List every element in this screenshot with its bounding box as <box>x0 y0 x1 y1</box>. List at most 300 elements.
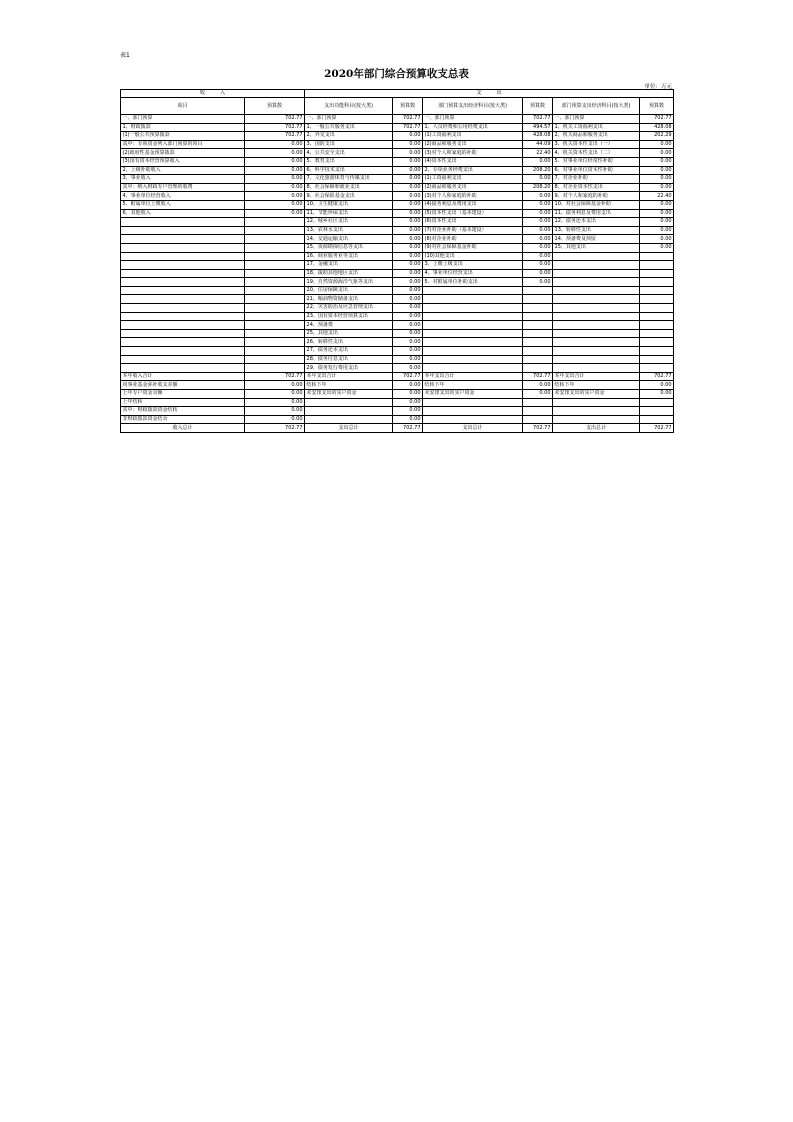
function-budget-cell: 702.77 <box>393 115 423 124</box>
economic-subject-cell: (1)工资福利支出 <box>423 132 523 141</box>
page-title: 2020年部门综合预算收支总表 <box>324 68 469 80</box>
income-budget-cell: 0.00 <box>245 209 305 218</box>
economic-budget-cell <box>640 304 674 313</box>
economic-budget-cell: 22.40 <box>640 192 674 201</box>
income-budget-cell: 0.00 <box>245 140 305 149</box>
economic-budget-cell <box>523 321 553 330</box>
income-item-cell <box>121 304 245 313</box>
function-subject-cell: 4、公共安全支出 <box>305 149 393 158</box>
economic-budget-cell: 0.00 <box>523 252 553 261</box>
function-subject-cell: 24、预备费 <box>305 321 393 330</box>
economic-budget-cell <box>523 338 553 347</box>
expenditure-total-value: 702.77 <box>393 424 423 433</box>
economic-budget-cell: 0.00 <box>640 157 674 166</box>
function-budget-cell: 0.00 <box>393 132 423 141</box>
economic-budget-cell: 0.00 <box>640 243 674 252</box>
function-budget-cell: 0.00 <box>393 175 423 184</box>
income-item-cell <box>121 338 245 347</box>
income-item-cell: 3、事业收入 <box>121 175 245 184</box>
function-subject-cell: 18、援助其他地区支出 <box>305 269 393 278</box>
economic-subject-cell: 2、机关商品和服务支出 <box>553 132 640 141</box>
economic-budget-cell: 0.00 <box>523 390 553 399</box>
function-budget-cell: 0.00 <box>393 329 423 338</box>
table-row <box>121 286 674 295</box>
table-row <box>121 226 674 235</box>
economic-subject-cell <box>423 329 523 338</box>
economic-subject-cell: 结转下年 <box>423 381 523 390</box>
income-budget-cell <box>245 252 305 261</box>
income-budget-cell <box>245 329 305 338</box>
economic-subject-cell <box>423 304 523 313</box>
function-subject-cell: 9、社会保险基金支出 <box>305 192 393 201</box>
function-subject-cell: 27、债务还本支出 <box>305 347 393 356</box>
income-item-cell: 2、上级补助收入 <box>121 166 245 175</box>
economic-subject-cell: 5、对附属单位补助支出 <box>423 278 523 287</box>
economic-budget-cell: 0.00 <box>640 175 674 184</box>
economic-subject-cell: (1)工资福利支出 <box>423 175 523 184</box>
income-item-cell <box>121 278 245 287</box>
economic-budget-cell: 0.00 <box>640 381 674 390</box>
income-item-cell <box>121 252 245 261</box>
economic-subject-cell: 9、对个人和家庭的补助 <box>553 192 640 201</box>
function-subject-cell: 25、其他支出 <box>305 329 393 338</box>
function-budget-cell: 0.00 <box>393 209 423 218</box>
function-budget-cell: 0.00 <box>393 278 423 287</box>
table-row <box>121 415 674 424</box>
function-budget-cell: 0.00 <box>393 140 423 149</box>
economic-budget-cell <box>523 355 553 364</box>
economic-budget-cell <box>640 329 674 338</box>
function-budget-cell: 0.00 <box>393 286 423 295</box>
income-budget-cell <box>245 278 305 287</box>
economic-subject-cell: (9)对社会保障基金补助 <box>423 243 523 252</box>
col-header-budget: 预算数 <box>640 98 674 115</box>
income-header: 收 入 <box>121 90 305 98</box>
function-subject-cell: 23、国有资本经营预算支出 <box>305 312 393 321</box>
table-row <box>121 295 674 304</box>
economic-budget-cell <box>523 415 553 424</box>
economic-subject-cell: (7)对企业补助（基本建设） <box>423 226 523 235</box>
economic-subject-cell: 15、其他支出 <box>553 243 640 252</box>
economic-budget-cell: 0.00 <box>640 149 674 158</box>
income-item-cell <box>121 226 245 235</box>
income-item-cell: 4、事业单位经营收入 <box>121 192 245 201</box>
economic-subject-cell: 3、上缴上级支出 <box>423 261 523 270</box>
economic-subject-cell: 一、部门预算 <box>423 115 523 124</box>
economic-budget-cell: 0.00 <box>640 183 674 192</box>
function-subject-cell: 12、城乡社区支出 <box>305 218 393 227</box>
table-row <box>121 218 674 227</box>
economic-subject-cell: (6)资本性支出 <box>423 218 523 227</box>
economic-budget-cell <box>640 347 674 356</box>
economic-subject-cell: 6、对事业单位资本性补助 <box>553 166 640 175</box>
economic-budget-cell <box>523 312 553 321</box>
function-subject-cell: 一、部门预算 <box>305 115 393 124</box>
economic-budget-cell <box>640 407 674 416</box>
economic-subject-cell: (4)资本性支出 <box>423 157 523 166</box>
function-subject-cell: 8、社会保障和就业支出 <box>305 183 393 192</box>
economic-budget-cell <box>523 286 553 295</box>
economic-budget-cell <box>640 398 674 407</box>
function-budget-cell: 0.00 <box>393 218 423 227</box>
income-budget-cell <box>245 235 305 244</box>
income-budget-cell: 702.77 <box>245 132 305 141</box>
function-budget-cell: 0.00 <box>393 200 423 209</box>
economic-subject-cell <box>423 286 523 295</box>
economic-budget-cell: 22.40 <box>523 149 553 158</box>
function-budget-cell: 0.00 <box>393 149 423 158</box>
income-budget-cell <box>245 321 305 330</box>
function-subject-cell: 13、农林水支出 <box>305 226 393 235</box>
function-budget-cell: 0.00 <box>393 226 423 235</box>
table-row <box>121 381 674 390</box>
table-row <box>121 347 674 356</box>
economic-subject-cell: 3、机关资本性支出（一） <box>553 140 640 149</box>
economic-subject-cell <box>553 347 640 356</box>
economic-subject-cell: 14、预备费及预留 <box>553 235 640 244</box>
economic-subject-cell: 未安排支出的实户资金 <box>553 390 640 399</box>
table-row <box>121 252 674 261</box>
income-item-cell <box>121 347 245 356</box>
economic-budget-cell: 0.00 <box>523 235 553 244</box>
income-item-cell: 上年专户资金余额 <box>121 390 245 399</box>
function-budget-cell: 0.00 <box>393 312 423 321</box>
economic-budget-cell <box>523 304 553 313</box>
income-budget-cell: 0.00 <box>245 157 305 166</box>
economic-budget-cell <box>523 407 553 416</box>
economic-budget-cell: 0.00 <box>640 166 674 175</box>
economic-subject-cell <box>553 252 640 261</box>
economic-subject-cell: 1、机关工资福利支出 <box>553 123 640 132</box>
economic-subject-cell <box>553 398 640 407</box>
function-budget-cell: 0.00 <box>393 338 423 347</box>
economic-budget-cell: 0.00 <box>523 175 553 184</box>
function-subject-cell: 本年支出合计 <box>305 372 393 381</box>
function-subject-cell: 6、科学技术支出 <box>305 166 393 175</box>
function-subject-cell: 3、国防支出 <box>305 140 393 149</box>
function-budget-cell: 0.00 <box>393 166 423 175</box>
economic-budget-cell: 0.00 <box>523 243 553 252</box>
function-subject-cell: 7、文化旅游体育与传媒支出 <box>305 175 393 184</box>
income-item-cell: 其中：财政拨款资金结转 <box>121 407 245 416</box>
function-subject-cell: 20、住房保障支出 <box>305 286 393 295</box>
table-row <box>121 183 674 192</box>
function-subject-cell: 15、资源勘探信息等支出 <box>305 243 393 252</box>
economic-subject-cell <box>553 364 640 373</box>
function-subject-cell: 19、自然资源海洋气象等支出 <box>305 278 393 287</box>
table-row <box>121 390 674 399</box>
expenditure-total-value: 702.77 <box>640 424 674 433</box>
income-budget-cell <box>245 347 305 356</box>
table-row <box>121 329 674 338</box>
expenditure-header: 支 出 <box>305 90 674 98</box>
economic-subject-cell: (5)资本性支出（基本建设） <box>423 209 523 218</box>
function-subject-cell: 17、金融支出 <box>305 261 393 270</box>
economic-budget-cell: 0.00 <box>523 157 553 166</box>
function-budget-cell: 0.00 <box>393 364 423 373</box>
economic-subject-cell <box>423 355 523 364</box>
economic-subject-cell <box>423 407 523 416</box>
income-item-cell <box>121 261 245 270</box>
economic-subject-cell <box>553 269 640 278</box>
function-subject-cell: 14、交通运输支出 <box>305 235 393 244</box>
economic-budget-cell <box>640 321 674 330</box>
header-row-2 <box>121 98 674 115</box>
income-item-cell: (3)国有资本经营预算收入 <box>121 157 245 166</box>
income-budget-cell: 0.00 <box>245 183 305 192</box>
economic-budget-cell <box>640 364 674 373</box>
function-subject-cell: 11、节能环保支出 <box>305 209 393 218</box>
col-header-function-subject: 支出功能科目(按大类) <box>305 98 393 115</box>
economic-budget-cell <box>640 338 674 347</box>
income-item-cell <box>121 286 245 295</box>
economic-budget-cell <box>640 252 674 261</box>
expenditure-total-label: 支出总计 <box>423 424 523 433</box>
economic-budget-cell: 0.00 <box>640 390 674 399</box>
function-subject-cell <box>305 407 393 416</box>
economic-subject-cell <box>423 312 523 321</box>
income-budget-cell <box>245 338 305 347</box>
economic-budget-cell: 0.00 <box>523 278 553 287</box>
economic-subject-cell <box>553 338 640 347</box>
income-budget-cell <box>245 226 305 235</box>
table-row <box>121 304 674 313</box>
table-row <box>121 312 674 321</box>
economic-subject-cell: 本年支出合计 <box>553 372 640 381</box>
economic-subject-cell: 1、人员经费和公用经费支出 <box>423 123 523 132</box>
income-item-cell: (2)政府性基金预算拨款 <box>121 149 245 158</box>
economic-budget-cell: 702.77 <box>640 372 674 381</box>
income-item-cell: (1)一般公共预算拨款 <box>121 132 245 141</box>
economic-subject-cell: 结转下年 <box>553 381 640 390</box>
income-item-cell <box>121 295 245 304</box>
table-row <box>121 278 674 287</box>
function-subject-cell: 未安排支出的实户资金 <box>305 390 393 399</box>
income-budget-cell: 0.00 <box>245 398 305 407</box>
table-row <box>121 398 674 407</box>
economic-budget-cell: 0.00 <box>523 200 553 209</box>
income-item-cell <box>121 312 245 321</box>
table-row <box>121 123 674 132</box>
economic-subject-cell: 10、对社会保障基金补助 <box>553 200 640 209</box>
economic-budget-cell <box>640 261 674 270</box>
income-budget-cell: 702.77 <box>245 123 305 132</box>
income-item-cell <box>121 355 245 364</box>
economic-budget-cell: 208.20 <box>523 183 553 192</box>
income-item-cell: 一、部门预算 <box>121 115 245 124</box>
economic-budget-cell <box>523 398 553 407</box>
economic-budget-cell: 428.08 <box>523 132 553 141</box>
col-header-economic-subject: 部门预算支出经济科目(按大类) <box>423 98 523 115</box>
economic-subject-cell: (2)商品和服务支出 <box>423 140 523 149</box>
economic-budget-cell: 44.09 <box>523 140 553 149</box>
function-subject-cell <box>305 398 393 407</box>
economic-budget-cell: 0.00 <box>640 226 674 235</box>
function-budget-cell: 0.00 <box>393 192 423 201</box>
col-header-budget: 预算数 <box>523 98 553 115</box>
economic-budget-cell: 702.77 <box>523 115 553 124</box>
economic-subject-cell <box>423 364 523 373</box>
economic-budget-cell <box>640 286 674 295</box>
function-budget-cell: 0.00 <box>393 407 423 416</box>
income-item-cell: 本年收入合计 <box>121 372 245 381</box>
economic-budget-cell <box>523 347 553 356</box>
economic-budget-cell: 0.00 <box>523 218 553 227</box>
economic-subject-cell: 4、机关资本性支出（二） <box>553 149 640 158</box>
economic-subject-cell: 本年支出合计 <box>423 372 523 381</box>
table-row <box>121 157 674 166</box>
table-row <box>121 261 674 270</box>
function-budget-cell: 0.00 <box>393 381 423 390</box>
income-item-cell <box>121 243 245 252</box>
income-budget-cell: 0.00 <box>245 381 305 390</box>
income-budget-cell: 0.00 <box>245 390 305 399</box>
income-item-cell: 上年结转 <box>121 398 245 407</box>
function-budget-cell: 0.00 <box>393 261 423 270</box>
economic-budget-cell: 0.00 <box>640 218 674 227</box>
economic-subject-cell <box>553 329 640 338</box>
economic-budget-cell: 0.00 <box>640 200 674 209</box>
function-budget-cell: 0.00 <box>393 321 423 330</box>
economic-subject-cell: 5、对事业单位经常性补助 <box>553 157 640 166</box>
economic-budget-cell: 702.77 <box>640 115 674 124</box>
function-subject-cell: 1、一般公共服务支出 <box>305 123 393 132</box>
economic-subject-cell <box>553 278 640 287</box>
income-budget-cell <box>245 269 305 278</box>
income-budget-cell <box>245 218 305 227</box>
economic-budget-cell: 0.00 <box>523 381 553 390</box>
economic-budget-cell: 0.00 <box>523 209 553 218</box>
income-budget-cell: 0.00 <box>245 166 305 175</box>
income-item-cell: 5、附属单位上缴收入 <box>121 200 245 209</box>
income-budget-cell: 0.00 <box>245 415 305 424</box>
economic-subject-cell: (2)商品和服务支出 <box>423 183 523 192</box>
economic-budget-cell <box>523 364 553 373</box>
economic-subject-cell: (10)其他支出 <box>423 252 523 261</box>
economic-subject-cell <box>553 312 640 321</box>
economic-budget-cell: 0.00 <box>640 140 674 149</box>
economic-subject-cell: (8)对企业补助 <box>423 235 523 244</box>
economic-subject-cell <box>553 407 640 416</box>
function-subject-cell: 21、粮油物资储备支出 <box>305 295 393 304</box>
economic-budget-cell: 208.20 <box>523 166 553 175</box>
function-budget-cell: 0.00 <box>393 183 423 192</box>
function-budget-cell: 702.77 <box>393 123 423 132</box>
col-header-budget: 预算数 <box>245 98 305 115</box>
economic-subject-cell <box>553 304 640 313</box>
economic-subject-cell: 8、对企业资本性支出 <box>553 183 640 192</box>
table-row <box>121 269 674 278</box>
economic-subject-cell: 未安排支出的实户资金 <box>423 390 523 399</box>
economic-subject-cell <box>553 321 640 330</box>
function-subject-cell: 结转下年 <box>305 381 393 390</box>
economic-budget-cell <box>640 415 674 424</box>
table-row <box>121 243 674 252</box>
economic-subject-cell: 12、债务还本支出 <box>553 218 640 227</box>
economic-budget-cell <box>640 312 674 321</box>
table-row <box>121 407 674 416</box>
income-item-cell <box>121 218 245 227</box>
function-budget-cell: 0.00 <box>393 355 423 364</box>
function-budget-cell: 0.00 <box>393 347 423 356</box>
col-header-item: 项目 <box>121 98 245 115</box>
income-budget-cell: 0.00 <box>245 149 305 158</box>
economic-subject-cell: 2、专项业务经费支出 <box>423 166 523 175</box>
economic-budget-cell <box>640 355 674 364</box>
expenditure-total-label: 支出总计 <box>305 424 393 433</box>
table-row <box>121 338 674 347</box>
expenditure-total-value: 702.77 <box>523 424 553 433</box>
economic-subject-cell: (4)债务利息及费用支出 <box>423 200 523 209</box>
economic-subject-cell <box>553 286 640 295</box>
income-budget-cell: 0.00 <box>245 200 305 209</box>
economic-subject-cell: 13、转移性支出 <box>553 226 640 235</box>
function-budget-cell: 0.00 <box>393 390 423 399</box>
table-row <box>121 115 674 124</box>
unit-label: 单位：万元 <box>644 84 672 90</box>
table-row <box>121 140 674 149</box>
function-budget-cell: 0.00 <box>393 235 423 244</box>
table-row <box>121 372 674 381</box>
economic-budget-cell <box>523 295 553 304</box>
income-budget-cell <box>245 355 305 364</box>
economic-budget-cell <box>640 269 674 278</box>
function-budget-cell: 0.00 <box>393 157 423 166</box>
economic-subject-cell <box>553 261 640 270</box>
header-row-1 <box>121 90 674 98</box>
economic-subject-cell: (3)对个人和家庭的补助 <box>423 149 523 158</box>
table-number-tag: 表1 <box>120 52 130 59</box>
economic-budget-cell <box>640 278 674 287</box>
function-budget-cell: 0.00 <box>393 295 423 304</box>
income-item-cell: 其中：专项资金列入部门预算的项目 <box>121 140 245 149</box>
economic-subject-cell <box>423 347 523 356</box>
table-row <box>121 235 674 244</box>
economic-budget-cell <box>640 295 674 304</box>
income-budget-cell <box>245 286 305 295</box>
table-row <box>121 355 674 364</box>
expenditure-total-label: 支出总计 <box>553 424 640 433</box>
budget-summary-table <box>120 89 674 433</box>
economic-budget-cell: 494.57 <box>523 123 553 132</box>
income-total-value: 702.77 <box>245 424 305 433</box>
table-row <box>121 364 674 373</box>
economic-subject-cell <box>423 321 523 330</box>
income-item-cell: 非财政拨款资金结余 <box>121 415 245 424</box>
totals-row <box>121 424 674 433</box>
function-budget-cell: 0.00 <box>393 269 423 278</box>
income-budget-cell <box>245 312 305 321</box>
income-item-cell: 6、其他收入 <box>121 209 245 218</box>
function-subject-cell: 22、灾害防治及应急管理支出 <box>305 304 393 313</box>
income-budget-cell: 0.00 <box>245 192 305 201</box>
income-budget-cell <box>245 243 305 252</box>
economic-budget-cell: 0.00 <box>640 235 674 244</box>
economic-subject-cell <box>423 338 523 347</box>
function-subject-cell <box>305 415 393 424</box>
economic-budget-cell: 428.08 <box>640 123 674 132</box>
table-row <box>121 321 674 330</box>
function-subject-cell: 29、债务发行费用支出 <box>305 364 393 373</box>
table-row <box>121 132 674 141</box>
income-item-cell <box>121 364 245 373</box>
income-budget-cell <box>245 295 305 304</box>
economic-subject-cell: (3)对个人和家庭的补助 <box>423 192 523 201</box>
economic-budget-cell: 0.00 <box>523 192 553 201</box>
income-item-cell: 其中：纳入财政专户管理的收费 <box>121 183 245 192</box>
function-budget-cell: 0.00 <box>393 243 423 252</box>
economic-budget-cell: 202.29 <box>640 132 674 141</box>
